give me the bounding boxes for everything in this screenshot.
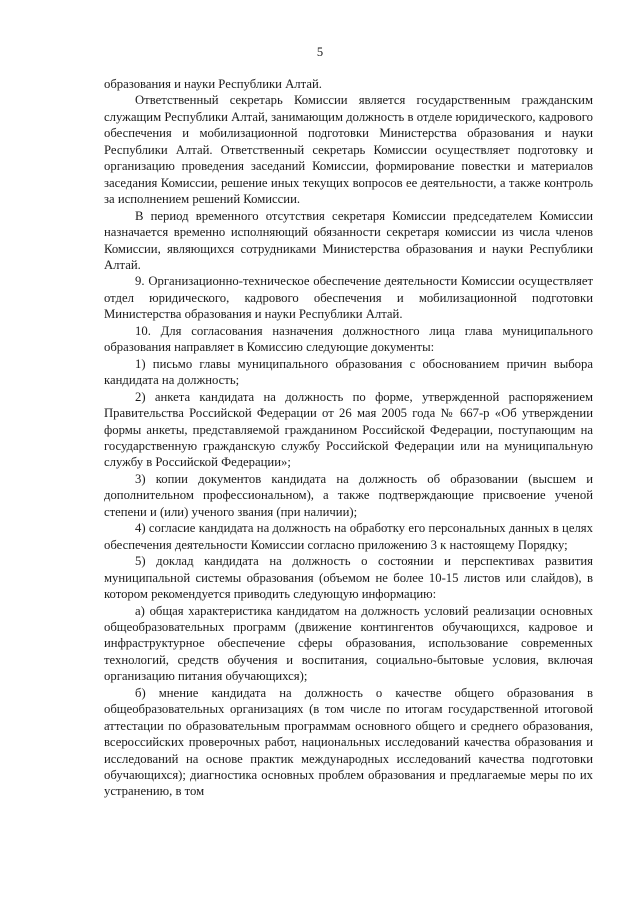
list-item-1: 1) письмо главы муниципального образования с обоснованием причин выбора кандидата на должность;	[104, 356, 593, 388]
list-item-4: 4) согласие кандидата на должность на обработку его персональных данных в целях обеспечения деятельности Комиссии согласно приложению 3 к настоящему Порядку;	[104, 521, 593, 552]
paragraph-secretary-role: Ответственный секретарь Комиссии является государственным гражданским служащим Республики Алтай, занимающим должность в отделе юридического, кадрового обеспечения и мобилизационной подготовки Министерства образования и науки Республики Алтай. Ответственный секретарь Комиссии осуществляет подготовку и организацию проведения заседаний Комиссии, формирование повестки и материалов заседания Комиссии, решение иных текущих вопросов ее деятельности, а также контроль за исполнением решений Комиссии.	[104, 93, 593, 207]
list-subitem-b: б) мнение кандидата на должность о качестве общего образования в общеобразовательных организациях (в том числе по итогам государственной итоговой аттестации по образовательным программам основного общего и среднего образования, всероссийских проверочных работ, национальных исследований качества образования и исследований на основе практик международных исследований качества подготовки обучающихся); диагностика основных проблем образования и предлагаемые меры по их устранению, в том	[104, 685, 593, 799]
list-subitem-a: а) общая характеристика кандидатом на должность условий реализации основных общеобразовательных программ (движение контингентов обучающихся, кадровое и инфраструктурное обеспечение сферы образования, использование современных технологий, средств обучения и воспитания, социально-бытовые условия, включая организацию питания обучающихся);	[104, 603, 593, 684]
list-item-5: 5) доклад кандидата на должность о состоянии и перспективах развития муниципальной системы образования (объемом не более 10-15 листов или слайдов), в котором рекомендуется приводить следующую информацию:	[104, 554, 593, 602]
paragraph-secretary-absence: В период временного отсутствия секретаря Комиссии председателем Комиссии назначается временно исполняющий обязанности секретаря комиссии из числа членов Комиссии, являющихся сотрудниками Министерства образования и науки Республики Алтай.	[104, 208, 593, 272]
page-number: 5	[316, 45, 324, 59]
list-item-3: 3) копии документов кандидата на должность об образовании (высшем и дополнительном профессиональном), а также подтверждающие присвоение ученой степени и (или) ученого звания (при наличии);	[104, 471, 593, 519]
paragraph-item-10: 10. Для согласования назначения должностного лица глава муниципального образования направляет в Комиссию следующие документы:	[104, 323, 593, 355]
document-body	[104, 76, 593, 800]
paragraph-continuation: образования и науки Республики Алтай.	[104, 77, 322, 91]
list-item-2: 2) анкета кандидата на должность по форме, утвержденной распоряжением Правительства Российской Федерации от 26 мая 2005 года № 667-р «Об утверждении формы анкеты, представляемой гражданином Российской Федерации, поступающим на государственную гражданскую службу Российской Федерации или на муниципальную службу в Российской Федерации»;	[104, 389, 593, 470]
paragraph-item-9: 9. Организационно-техническое обеспечение деятельности Комиссии осуществляет отдел юридического, кадрового обеспечения и мобилизационной подготовки Министерства образования и науки Республики Алтай.	[104, 274, 593, 322]
